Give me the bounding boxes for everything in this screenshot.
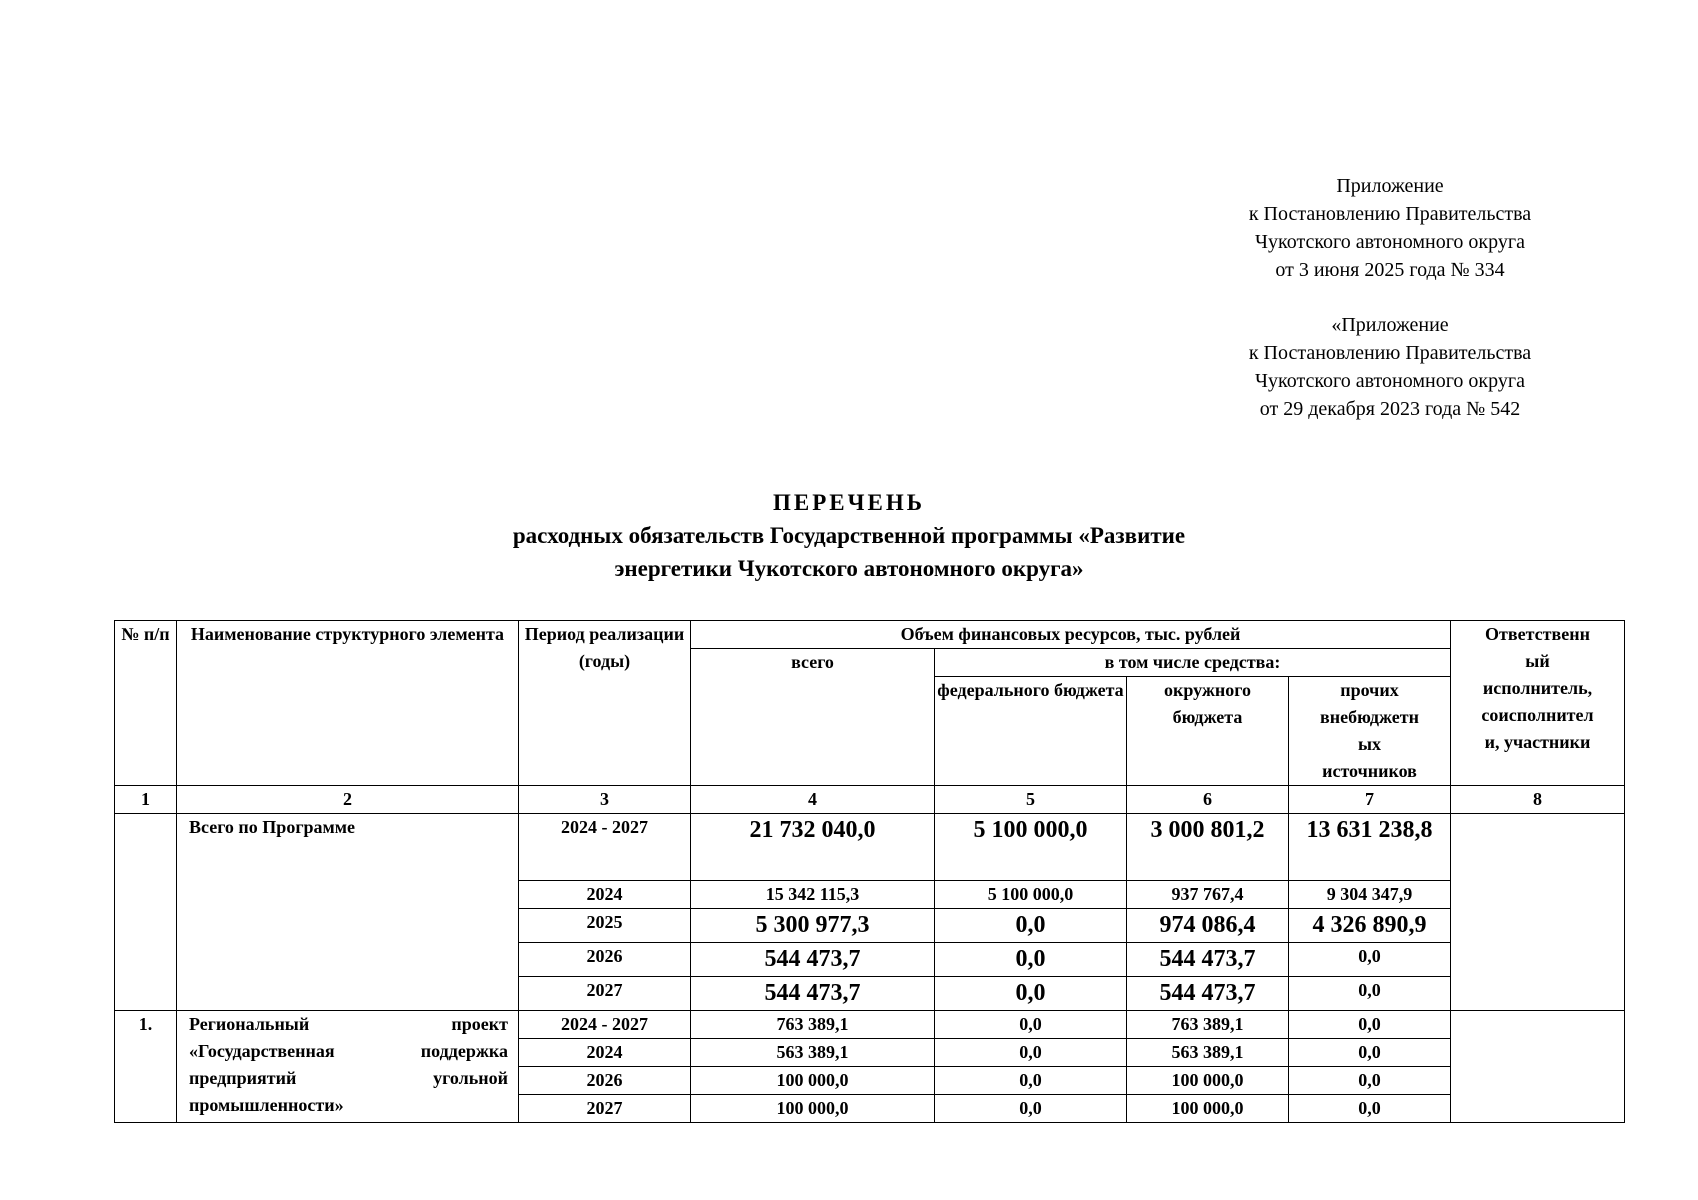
header-responsible-line: и, участники — [1484, 732, 1591, 752]
cell-period: 2027 — [519, 977, 691, 1011]
cell-period: 2024 - 2027 — [519, 1011, 691, 1039]
cell-district: 544 473,7 — [1127, 977, 1289, 1011]
expenditure-table — [114, 620, 1625, 1123]
appendix-line: от 29 декабря 2023 года № 542 — [1259, 398, 1521, 420]
cell-other: 0,0 — [1289, 1011, 1451, 1039]
cell-federal: 5 100 000,0 — [935, 814, 1127, 881]
cell-period: 2024 - 2027 — [519, 814, 691, 881]
cell-period: 2027 — [519, 1095, 691, 1123]
cell-total: 544 473,7 — [691, 943, 935, 977]
appendix-line: Чукотского автономного округа — [1255, 231, 1525, 253]
header-other-line: прочих — [1340, 680, 1399, 700]
header-total: всего — [691, 649, 935, 786]
cell-federal: 0,0 — [935, 943, 1127, 977]
cell-district: 100 000,0 — [1127, 1095, 1289, 1123]
document-title: ПЕРЕЧЕНЬ — [773, 490, 925, 515]
cell-other: 0,0 — [1289, 1095, 1451, 1123]
appendix-line: Чукотского автономного округа — [1255, 370, 1525, 392]
cell-federal: 0,0 — [935, 909, 1127, 943]
cell-total: 100 000,0 — [691, 1067, 935, 1095]
appendix-line: «Приложение — [1331, 314, 1449, 336]
header-responsible-line: Ответственн — [1485, 624, 1590, 644]
appendix-line: Приложение — [1336, 175, 1444, 197]
column-number: 7 — [1289, 786, 1451, 814]
header-responsible-line: исполнитель, — [1482, 678, 1593, 698]
table-row — [115, 1011, 1625, 1039]
header-other-line: источников — [1322, 761, 1417, 781]
cell-other: 9 304 347,9 — [1289, 881, 1451, 909]
column-number: 6 — [1127, 786, 1289, 814]
cell-total: 15 342 115,3 — [691, 881, 935, 909]
cell-total: 5 300 977,3 — [691, 909, 935, 943]
cell-period: 2025 — [519, 909, 691, 943]
cell-district: 974 086,4 — [1127, 909, 1289, 943]
cell-total: 21 732 040,0 — [691, 814, 935, 881]
cell-district: 937 767,4 — [1127, 881, 1289, 909]
cell-federal: 5 100 000,0 — [935, 881, 1127, 909]
header-other — [1289, 677, 1451, 786]
column-number: 1 — [115, 786, 177, 814]
appendix-line: к Постановлению Правительства — [1248, 342, 1532, 364]
cell-district: 3 000 801,2 — [1127, 814, 1289, 881]
column-number-row — [115, 786, 1625, 814]
header-responsible-line: соисполнител — [1481, 705, 1594, 725]
header-responsible — [1451, 621, 1625, 786]
total-name: Всего по Программе — [177, 814, 519, 1011]
header-other-line: ых — [1357, 734, 1382, 754]
cell-federal: 0,0 — [935, 1011, 1127, 1039]
cell-district: 563 389,1 — [1127, 1039, 1289, 1067]
header-federal: федерального бюджета — [935, 677, 1127, 786]
cell-period: 2026 — [519, 943, 691, 977]
column-number: 4 — [691, 786, 935, 814]
cell-other: 4 326 890,9 — [1289, 909, 1451, 943]
appendix-current-reference — [1170, 172, 1610, 284]
column-number: 3 — [519, 786, 691, 814]
total-num — [115, 814, 177, 1011]
cell-other: 13 631 238,8 — [1289, 814, 1451, 881]
cell-district: 100 000,0 — [1127, 1067, 1289, 1095]
header-district: окружного бюджета — [1127, 677, 1289, 786]
cell-total: 100 000,0 — [691, 1095, 935, 1123]
cell-other: 0,0 — [1289, 1039, 1451, 1067]
header-num: № п/п — [115, 621, 177, 786]
total-responsible — [1451, 814, 1625, 1011]
project-num: 1. — [115, 1011, 177, 1123]
cell-district: 763 389,1 — [1127, 1011, 1289, 1039]
header-name: Наименование структурного элемента — [177, 621, 519, 786]
cell-district: 544 473,7 — [1127, 943, 1289, 977]
document-subtitle-line-2: энергетики Чукотского автономного округа» — [614, 556, 1084, 581]
cell-federal: 0,0 — [935, 1039, 1127, 1067]
cell-federal: 0,0 — [935, 977, 1127, 1011]
cell-period: 2024 — [519, 881, 691, 909]
header-period: Период реализации (годы) — [519, 621, 691, 786]
document-subtitle-line-1: расходных обязательств Государственной программы «Развитие — [512, 523, 1186, 548]
header-volume: Объем финансовых ресурсов, тыс. рублей — [691, 621, 1451, 649]
header-responsible-line: ый — [1525, 651, 1550, 671]
cell-total: 563 389,1 — [691, 1039, 935, 1067]
project-responsible — [1451, 1011, 1625, 1123]
cell-total: 544 473,7 — [691, 977, 935, 1011]
cell-federal: 0,0 — [935, 1067, 1127, 1095]
cell-other: 0,0 — [1289, 977, 1451, 1011]
cell-federal: 0,0 — [935, 1095, 1127, 1123]
header-including: в том числе средства: — [935, 649, 1451, 677]
project-name: Региональный проект «Государственная поддержка предприятий угольной промышленности» — [177, 1011, 519, 1123]
cell-period: 2026 — [519, 1067, 691, 1095]
appendix-line: к Постановлению Правительства — [1248, 203, 1532, 225]
cell-other: 0,0 — [1289, 1067, 1451, 1095]
cell-total: 763 389,1 — [691, 1011, 935, 1039]
appendix-line: от 3 июня 2025 года № 334 — [1275, 259, 1505, 281]
header-other-line: внебюджетн — [1320, 707, 1419, 727]
appendix-original-reference — [1170, 311, 1610, 423]
column-number: 8 — [1451, 786, 1625, 814]
column-number: 2 — [177, 786, 519, 814]
cell-other: 0,0 — [1289, 943, 1451, 977]
column-number: 5 — [935, 786, 1127, 814]
cell-period: 2024 — [519, 1039, 691, 1067]
table-row — [115, 814, 1625, 881]
